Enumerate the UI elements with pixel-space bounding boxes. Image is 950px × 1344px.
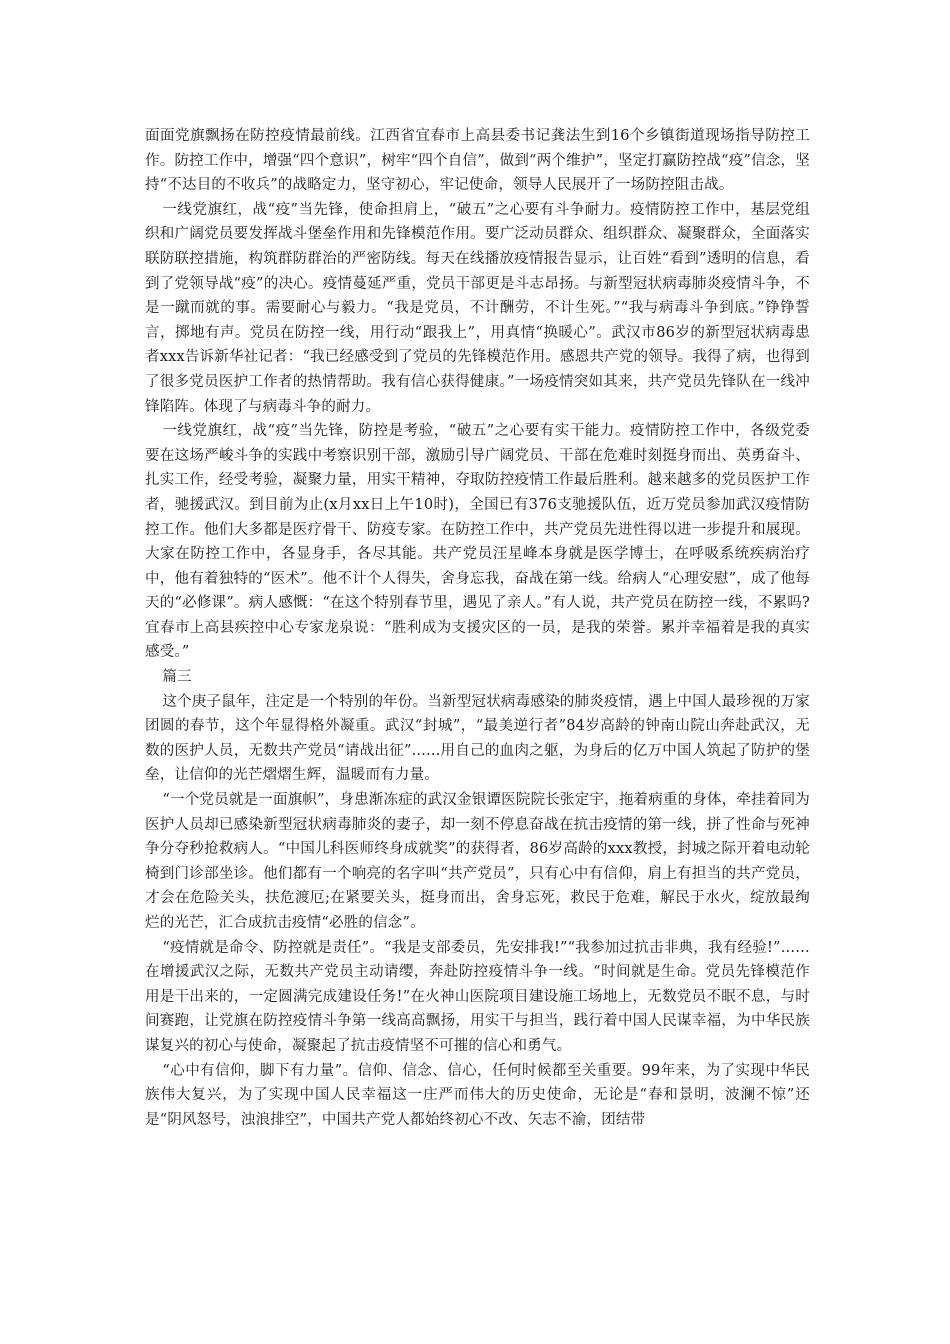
paragraph-4: 这个庚子鼠年，注定是一个特别的年份。当新型冠状病毒感染的肺炎疫情，遇上中国人最珍视的万家团圆的春节，这个年显得格外凝重。武汉“封城”，“最美逆行者”84岁高龄的钟南山院山奔赴武汉，无数的医护人员，无数共产党员“请战出征”......用自己的血肉之躯，为身后的亿万中国人筑起了防护的堡垒，让信仰的光芒熠熠生辉，温暖而有力量。 (145, 693, 810, 784)
paragraph-3: 一线党旗红，战“疫”当先锋，防控是考验，“破五”之心要有实干能力。疫情防控工作中，各级党委要在这场严峻斗争的实践中考察识别干部，激励引导广阔党员、干部在危难时刻挺身而出、英勇奋斗、扎实工作，经受考验，凝聚力量，用实干精神，夺取防控疫情工作最后胜利。越来越多的党员医护工作者，驰援武汉。到目前为止(x月xx日上午10时)，全国已有376支驰援队伍，近万党员参加武汉疫情防控工作。他们大多都是医疗骨干、防疫专家。在防控工作中，共产党员先进性得以进一步提升和展现。大家在防控工作中，各显身手，各尽其能。共产党员汪星峰本身就是医学博士，在呼吸系统疾病治疗中，他有着独特的“医术”。他不计个人得失，舍身忘我，奋战在第一线。给病人“心理安慰”，成了他每天的“必修课”。病人感慨：“在这个特别春节里，遇见了亲人。”有人说，共产党员在防控一线，不累吗?宜春市上高县疾控中心专家龙泉说：“胜利成为支援灾区的一员，是我的荣誉。累并幸福着是我的真实感受。” (145, 423, 810, 661)
paragraph-7: “心中有信仰，脚下有力量”。信仰、信念、信心，任何时候都至关重要。99年来，为了实现中华民族伟大复兴，为了实现中国人民幸福这一庄严而伟大的历史使命，无论是“春和景明，波澜不惊”还是“阴风怒号，浊浪排空”，中国共产党人都始终初心不改、矢志不渝，团结带 (145, 1062, 810, 1128)
paragraph-6: “疫情就是命令、防控就是责任”。“我是支部委员，先安排我!”“我参加过抗击非典，我有经验!”……在增援武汉之际，无数共产党员主动请缨，奔赴防控疫情斗争一线。“时间就是生命。党员先锋模范作用是干出来的，一定圆满完成建设任务!”在火神山医院项目建设施工场地上，无数党员不眠不息，与时间赛跑，让党旗在防控疫情斗争第一线高高飘扬，用实干与担当，践行着中国人民谋幸福，为中华民族谋复兴的初心与使命，凝聚起了抗击疫情坚不可摧的信心和勇气。 (145, 939, 810, 1054)
paragraph-2: 一线党旗红，战“疫”当先锋，使命担肩上，“破五”之心要有斗争耐力。疫情防控工作中，基层党组织和广阔党员要发挥战斗堡垒作用和先锋模范作用。要广泛动员群众、组织群众、凝聚群众，全面落实联防联控措施，构筑群防群治的严密防线。每天在线播放疫情报告显示，让百姓“看到”透明的信息，看到了党领导战“疫”的决心。疫情蔓延严重，党员干部更是斗志昂扬。与新型冠状病毒肺炎疫情斗争，不是一蹴而就的事。需要耐心与毅力。“我是党员，不计酬劳，不计生死。”“我与病毒斗争到底。”铮铮誓言，掷地有声。党员在防控一线，用行动“跟我上”，用真情“换暖心”。武汉市86岁的新型冠状病毒患者xxx告诉新华社记者：“我已经感受到了党员的先锋模范作用。感恩共产党的领导。我得了病，也得到了很多党员医护工作者的热情帮助。我有信心获得健康。”一场疫情突如其来，共产党员先锋队在一线冲锋陷阵。体现了与病毒斗争的耐力。 (145, 201, 810, 415)
paragraph-5: “一个党员就是一面旗帜”，身患渐冻症的武汉金银谭医院院长张定宇，拖着病重的身体，牵挂着同为医护人员却已感染新型冠状病毒肺炎的妻子，却一刻不停息奋战在抗击疫情的第一线，拼了性命与死神争分夺秒抢救病人。“中国儿科医师终身成就奖”的获得者，86岁高龄的xxx教授，封城之际开着电动轮椅到门诊部坐诊。他们都有一个响亮的名字叫“共产党员”，只有心中有信仰，肩上有担当的共产党员，才会在危险关头，扶危渡厄;在紧要关头，挺身而出，舍身忘死，救民于危难，解民于水火，绽放最绚烂的光芒，汇合成抗击疫情“必胜的信念”。 (145, 792, 810, 931)
paragraph-1: 面面党旗飘扬在防控疫情最前线。江西省宜春市上高县委书记龚法生到16个乡镇街道现场指导防控工作。防控工作中，增强“四个意识”，树牢“四个自信”，做到“两个维护”，坚定打赢防控战“疫”信念，坚持“不达目的不收兵”的战略定力，坚守初心，牢记使命，领导人民展开了一场防控阻击战。 (145, 128, 810, 194)
document-body (145, 124, 810, 1132)
section-heading: 篇三 (162, 669, 192, 686)
